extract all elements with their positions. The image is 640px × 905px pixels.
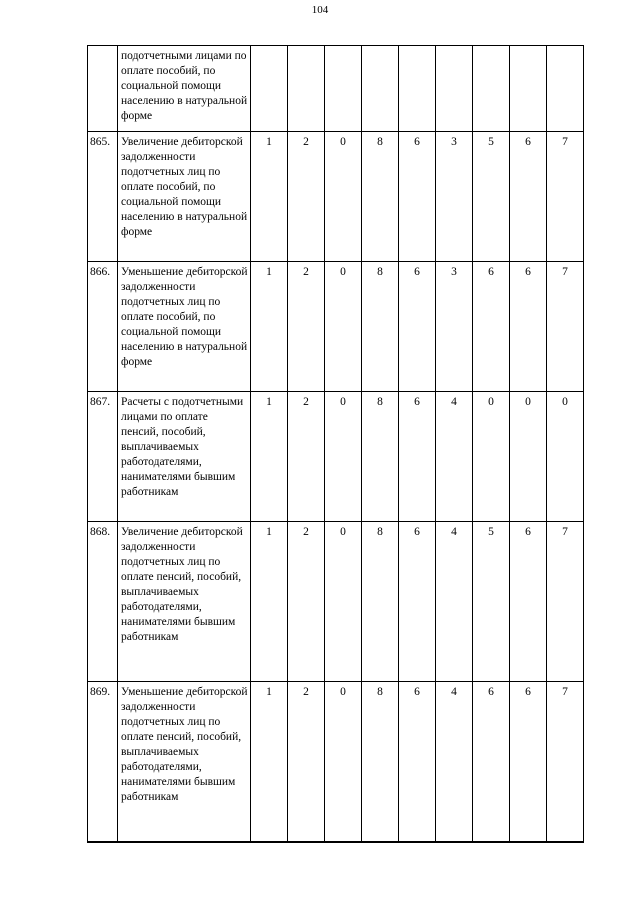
- code-digit: 6: [510, 682, 547, 842]
- row-number: 869.: [88, 682, 118, 842]
- code-digit: 1: [251, 132, 288, 262]
- row-number: [88, 46, 118, 132]
- code-digit: 6: [399, 262, 436, 392]
- code-digit: 4: [436, 522, 473, 682]
- row-description: Расчеты с подотчетными лицами по оплате пенсий, пособий, выплачиваемых работодателями, нанимателями бывшим работникам: [118, 392, 251, 522]
- code-digit: 0: [510, 392, 547, 522]
- code-digit: 8: [362, 132, 399, 262]
- code-digit: 8: [362, 522, 399, 682]
- code-digit: [325, 46, 362, 132]
- code-digit: 3: [436, 132, 473, 262]
- row-description: Увеличение дебиторской задолженности подотчетных лиц по оплате пенсий, пособий, выплачиваемых работодателями, нанимателями бывшим работникам: [118, 522, 251, 682]
- code-digit: [510, 46, 547, 132]
- code-digit: 8: [362, 682, 399, 842]
- code-digit: 1: [251, 262, 288, 392]
- code-digit: 5: [473, 522, 510, 682]
- code-digit: 2: [288, 522, 325, 682]
- row-number: 867.: [88, 392, 118, 522]
- code-digit: 7: [547, 132, 584, 262]
- row-description: Увеличение дебиторской задолженности подотчетных лиц по оплате пособий, по социальной помощи населению в натуральной форме: [118, 132, 251, 262]
- code-digit: 0: [325, 392, 362, 522]
- code-digit: 7: [547, 262, 584, 392]
- code-digit: 0: [473, 392, 510, 522]
- code-digit: 6: [399, 682, 436, 842]
- row-number: 865.: [88, 132, 118, 262]
- code-digit: 0: [325, 132, 362, 262]
- row-description: Уменьшение дебиторской задолженности подотчетных лиц по оплате пособий, по социальной помощи населению в натуральной форме: [118, 262, 251, 392]
- code-digit: 0: [547, 392, 584, 522]
- code-digit: 6: [510, 522, 547, 682]
- code-digit: [399, 46, 436, 132]
- code-digit: 4: [436, 392, 473, 522]
- table-row: [88, 682, 584, 842]
- row-number: 868.: [88, 522, 118, 682]
- row-description: Уменьшение дебиторской задолженности подотчетных лиц по оплате пенсий, пособий, выплачиваемых работодателями, нанимателями бывшим работникам: [118, 682, 251, 842]
- code-digit: [251, 46, 288, 132]
- code-digit: 6: [510, 132, 547, 262]
- code-digit: 0: [325, 262, 362, 392]
- code-digit: 3: [436, 262, 473, 392]
- code-digit: 4: [436, 682, 473, 842]
- code-digit: 6: [473, 682, 510, 842]
- code-digit: 1: [251, 682, 288, 842]
- code-digit: 1: [251, 392, 288, 522]
- code-digit: 6: [399, 132, 436, 262]
- code-digit: 5: [473, 132, 510, 262]
- code-digit: [473, 46, 510, 132]
- code-digit: [436, 46, 473, 132]
- code-digit: 6: [510, 262, 547, 392]
- table-row: [88, 522, 584, 682]
- code-digit: 2: [288, 132, 325, 262]
- page-number: 104: [311, 4, 329, 16]
- code-digit: [288, 46, 325, 132]
- table-row: [88, 392, 584, 522]
- code-digit: 2: [288, 682, 325, 842]
- code-digit: 0: [325, 682, 362, 842]
- account-codes-table: [87, 45, 584, 843]
- row-number: 866.: [88, 262, 118, 392]
- row-description: подотчетными лицами по оплате пособий, по социальной помощи населению в натуральной форме: [118, 46, 251, 132]
- code-digit: 1: [251, 522, 288, 682]
- code-digit: 8: [362, 392, 399, 522]
- code-digit: 7: [547, 522, 584, 682]
- code-digit: [547, 46, 584, 132]
- code-digit: 6: [473, 262, 510, 392]
- table-row: [88, 262, 584, 392]
- code-digit: 0: [325, 522, 362, 682]
- table-row: [88, 46, 584, 132]
- table-row: [88, 132, 584, 262]
- code-digit: [362, 46, 399, 132]
- code-digit: 8: [362, 262, 399, 392]
- code-digit: 6: [399, 522, 436, 682]
- code-digit: 2: [288, 262, 325, 392]
- code-digit: 7: [547, 682, 584, 842]
- code-digit: 2: [288, 392, 325, 522]
- code-digit: 6: [399, 392, 436, 522]
